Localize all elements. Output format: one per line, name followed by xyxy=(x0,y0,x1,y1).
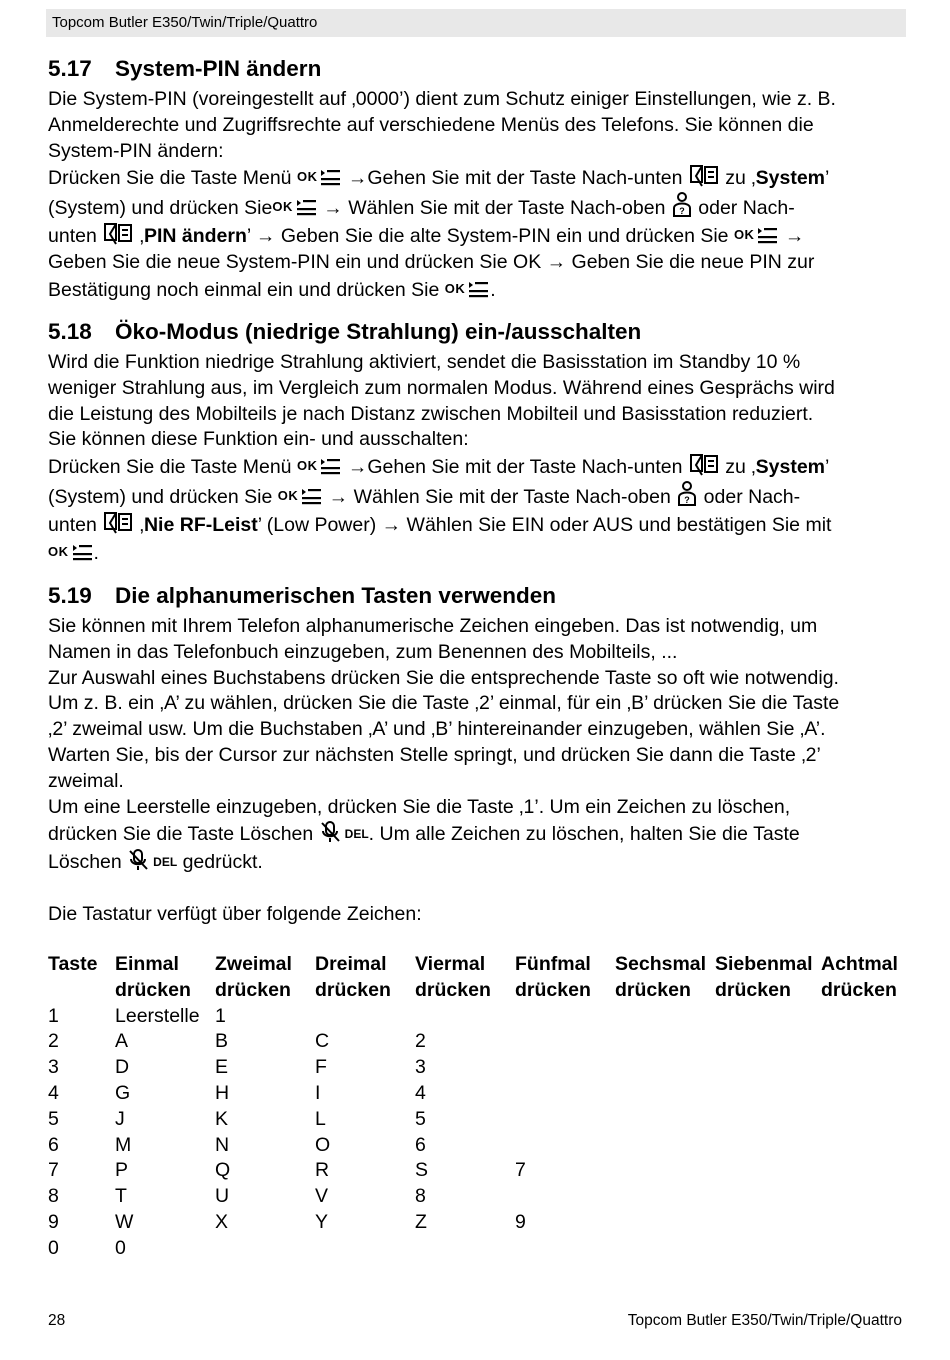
paragraph-line: (System) und drücken Sie OK → Wählen Sie mit der Taste Nach-oben ? oder Nach- xyxy=(48,481,910,511)
table-cell xyxy=(821,1055,911,1081)
column-header-line: Fünfmal xyxy=(515,953,591,975)
paragraph-line: (System) und drücken SieOK → Wählen Sie mit der Taste Nach-oben ? oder Nach- xyxy=(48,192,910,222)
nav-up-icon xyxy=(671,197,693,219)
table-cell: I xyxy=(315,1081,321,1104)
table-row xyxy=(48,1081,911,1107)
table-cell: L xyxy=(315,1107,326,1130)
paragraph-line: ‚2’ zweimal usw. Um die Buchstaben ‚A’ und ‚B’ hintereinander einzugeben, wählen Sie ‚A’. xyxy=(48,718,826,741)
table-cell xyxy=(821,1184,911,1210)
ok-menu-icon xyxy=(278,486,324,508)
page-number: 28 xyxy=(48,1312,66,1329)
table-cell: 6 xyxy=(48,1133,59,1156)
table-cell: 2 xyxy=(415,1030,426,1053)
table-cell xyxy=(515,1184,615,1210)
table-cell xyxy=(315,1004,415,1030)
section-heading: System-PIN ändern xyxy=(115,56,322,81)
paragraph-line: System-PIN ändern: xyxy=(48,139,224,162)
table-cell: 8 xyxy=(48,1185,59,1208)
table-cell xyxy=(821,1029,911,1055)
table-cell: V xyxy=(315,1185,329,1208)
table-cell: B xyxy=(215,1030,229,1053)
table-cell xyxy=(821,1081,911,1107)
table-cell: H xyxy=(215,1081,230,1104)
table-cell: 2 xyxy=(48,1030,59,1053)
column-header xyxy=(215,952,315,1004)
table-cell: J xyxy=(115,1107,125,1130)
paragraph-line: OK . xyxy=(48,541,99,564)
column-header-line xyxy=(48,978,115,1004)
table-cell xyxy=(615,1004,715,1030)
nav-up-icon xyxy=(676,486,698,508)
table-cell xyxy=(615,1236,715,1262)
table-cell: 1 xyxy=(48,1004,59,1027)
table-cell xyxy=(821,1107,911,1133)
column-header-line: drücken xyxy=(615,978,691,1001)
table-cell: E xyxy=(215,1056,229,1079)
table-cell xyxy=(515,1004,615,1030)
paragraph-line: Anmelderechte und Zugriffsrechte auf verschiedene Menüs des Telefons. Sie können die xyxy=(48,113,814,136)
table-cell: 1 xyxy=(215,1004,226,1027)
paragraph-line: zweimal. xyxy=(48,769,124,792)
ok-menu-icon xyxy=(297,456,343,478)
paragraph-line: weniger Strahlung aus, im Vergleich zum normalen Modus. Während eines Gesprächs wird xyxy=(48,376,835,399)
ok-label: OK xyxy=(733,226,755,242)
paragraph-line: Löschen DEL gedrückt. xyxy=(48,851,263,874)
table-cell: 8 xyxy=(415,1185,426,1208)
column-header-line: Taste xyxy=(48,953,98,975)
table-cell: Y xyxy=(315,1210,329,1233)
table-row xyxy=(48,1184,911,1210)
section-5-18 xyxy=(48,318,910,566)
ok-menu-icon xyxy=(48,542,94,564)
running-header xyxy=(46,9,906,37)
table-row xyxy=(48,1055,911,1081)
table-cell: X xyxy=(215,1210,229,1233)
column-header-line: Zweimal xyxy=(215,953,292,975)
table-cell: C xyxy=(315,1030,330,1053)
table-cell xyxy=(715,1133,821,1159)
paragraph-line: unten ‚Nie RF-Leist’ (Low Power) → Wählen Sie EIN oder AUS und bestätigen Sie mit xyxy=(48,513,832,536)
table-cell xyxy=(515,1055,615,1081)
column-header-line: Viermal xyxy=(415,953,486,975)
table-cell: 0 xyxy=(48,1236,59,1259)
column-header-line: drücken xyxy=(715,978,791,1001)
table-cell xyxy=(715,1081,821,1107)
paragraph-line: Um eine Leerstelle einzugeben, drücken Sie die Taste ‚1’. Um ein Zeichen zu löschen, xyxy=(48,795,791,818)
table-cell xyxy=(821,1236,911,1262)
section-number: 5.19 xyxy=(48,583,92,608)
paragraph-line: Wird die Funktion niedrige Strahlung aktiviert, sendet die Basisstation im Standby 10 % xyxy=(48,351,801,373)
mute-del-icon xyxy=(127,851,177,873)
table-cell xyxy=(515,1133,615,1159)
table-cell xyxy=(515,1081,615,1107)
table-cell xyxy=(415,1236,515,1262)
table-cell: D xyxy=(115,1056,130,1079)
table-cell: 5 xyxy=(415,1107,426,1130)
table-cell xyxy=(615,1133,715,1159)
table-cell xyxy=(415,1004,515,1030)
section-title xyxy=(48,55,910,83)
table-cell: Z xyxy=(415,1210,427,1233)
section-number: 5.17 xyxy=(48,56,92,81)
section-title xyxy=(48,318,910,346)
paragraph-line: Bestätigung noch einmal ein und drücken Sie OK . xyxy=(48,278,496,301)
mute-del-icon xyxy=(319,823,369,845)
del-label: DEL xyxy=(153,855,178,870)
table-cell: 7 xyxy=(48,1159,59,1182)
table-cell: S xyxy=(415,1159,429,1182)
table-cell: 9 xyxy=(515,1210,526,1233)
ok-label: OK xyxy=(296,458,318,474)
section-title xyxy=(48,582,910,610)
table-cell xyxy=(615,1029,715,1055)
column-header-line: Sechsmal xyxy=(615,953,707,975)
paragraph-line: unten ‚PIN ändern’ → Geben Sie die alte System-PIN ein und drücken Sie OK → xyxy=(48,224,805,247)
table-cell xyxy=(821,1133,911,1159)
section-heading: Die alphanumerischen Tasten verwenden xyxy=(115,583,556,608)
del-label: DEL xyxy=(344,827,369,842)
table-cell: A xyxy=(115,1030,129,1053)
column-header-line: drücken xyxy=(215,978,291,1001)
table-cell xyxy=(715,1158,821,1184)
table-cell: 7 xyxy=(515,1159,526,1182)
table-cell xyxy=(715,1236,821,1262)
paragraph-line: Die Tastatur verfügt über folgende Zeichen: xyxy=(48,902,422,925)
column-header xyxy=(715,952,821,1004)
column-header xyxy=(821,952,911,1004)
table-cell: O xyxy=(315,1133,331,1156)
table-cell xyxy=(315,1236,415,1262)
column-header-line: Einmal xyxy=(115,953,179,975)
paragraph-line: Um z. B. ein ‚A’ zu wählen, drücken Sie die Taste ‚2’ einmal, für ein ‚B’ drücken Sie die Taste xyxy=(48,692,840,715)
table-row xyxy=(48,1133,911,1159)
paragraph-line: Warten Sie, bis der Cursor zur nächsten Stelle springt, und drücken Sie dann die Taste ‚2’ xyxy=(48,743,821,766)
table-cell: 5 xyxy=(48,1107,59,1130)
ok-menu-icon xyxy=(297,167,343,189)
nav-down-icon xyxy=(688,167,720,189)
table-cell xyxy=(715,1210,821,1236)
table-cell xyxy=(515,1107,615,1133)
ok-menu-icon xyxy=(734,225,780,247)
table-cell xyxy=(615,1055,715,1081)
column-header xyxy=(315,952,415,1004)
paragraph-line: Zur Auswahl eines Buchstabens drücken Sie die entsprechende Taste so oft wie notwendig. xyxy=(48,666,839,689)
column-header-line: Siebenmal xyxy=(715,953,813,975)
paragraph-line: Namen in das Telefonbuch einzugeben, zum Benennen des Mobilteils, ... xyxy=(48,640,678,663)
table-row xyxy=(48,1029,911,1055)
column-header-line: Achtmal xyxy=(821,953,898,975)
column-header-line: drücken xyxy=(415,978,491,1001)
table-cell: G xyxy=(115,1081,131,1104)
paragraph-line: drücken Sie die Taste Löschen DEL. Um alle Zeichen zu löschen, halten Sie die Taste xyxy=(48,823,800,846)
ok-label: OK xyxy=(48,543,69,559)
table-cell xyxy=(615,1081,715,1107)
paragraph-line: Sie können mit Ihrem Telefon alphanumerische Zeichen eingeben. Das ist notwendig, um xyxy=(48,615,818,637)
ok-label: OK xyxy=(272,199,293,215)
paragraph-line: Geben Sie die neue System-PIN ein und drücken Sie OK → Geben Sie die neue PIN zur xyxy=(48,250,815,273)
column-header-line: drücken xyxy=(315,978,391,1001)
ok-menu-icon xyxy=(445,279,491,301)
column-header xyxy=(615,952,715,1004)
table-cell xyxy=(615,1107,715,1133)
nav-down-icon xyxy=(102,514,134,536)
table-cell: R xyxy=(315,1159,330,1182)
paragraph-line: Die System-PIN (voreingestellt auf ‚0000’) dient zum Schutz einiger Einstellungen, wie z. B. xyxy=(48,88,836,110)
table-header-row xyxy=(48,952,911,1004)
table-cell xyxy=(515,1029,615,1055)
ok-label: OK xyxy=(296,169,318,185)
table-cell: 6 xyxy=(415,1133,426,1156)
table-row xyxy=(48,1004,911,1030)
paragraph-line: Drücken Sie die Taste Menü OK →Gehen Sie mit der Taste Nach-unten zu ‚System’ xyxy=(48,456,830,479)
table-cell: P xyxy=(115,1159,129,1182)
header-title: Topcom Butler E350/Twin/Triple/Quattro xyxy=(52,14,318,31)
table-cell xyxy=(715,1055,821,1081)
column-header-line: Dreimal xyxy=(315,953,387,975)
ok-label: OK xyxy=(444,280,466,296)
section-heading: Öko-Modus (niedrige Strahlung) ein-/ausschalten xyxy=(115,319,642,344)
column-header xyxy=(115,952,215,1004)
table-cell xyxy=(715,1184,821,1210)
table-cell xyxy=(615,1184,715,1210)
section-number: 5.18 xyxy=(48,319,92,344)
ok-label: OK xyxy=(277,487,299,503)
table-cell: 4 xyxy=(48,1081,59,1104)
column-header xyxy=(515,952,615,1004)
nav-down-icon xyxy=(688,456,720,478)
section-5-19 xyxy=(48,582,910,928)
column-header xyxy=(48,952,115,1004)
paragraph-line: Sie können diese Funktion ein- und ausschalten: xyxy=(48,428,469,451)
table-cell: 0 xyxy=(115,1236,126,1259)
table-cell: 4 xyxy=(415,1081,426,1104)
table-row xyxy=(48,1236,911,1262)
paragraph-line: Drücken Sie die Taste Menü OK →Gehen Sie mit der Taste Nach-unten zu ‚System’ xyxy=(48,167,830,190)
table-row xyxy=(48,1107,911,1133)
table-cell: 9 xyxy=(48,1210,59,1233)
section-5-17 xyxy=(48,55,910,303)
svg-text:?: ? xyxy=(679,206,685,217)
paragraph-line: die Leistung des Mobilteils je nach Distanz zwischen Mobilteil und Basisstation reduziert. xyxy=(48,402,814,425)
table-cell xyxy=(615,1158,715,1184)
footer-title: Topcom Butler E350/Twin/Triple/Quattro xyxy=(627,1312,902,1329)
table-cell xyxy=(715,1107,821,1133)
table-cell: U xyxy=(215,1185,230,1208)
table-cell xyxy=(615,1210,715,1236)
keys-table xyxy=(48,952,911,1262)
nav-down-icon xyxy=(102,225,134,247)
table-cell xyxy=(515,1236,615,1262)
table-cell: K xyxy=(215,1107,229,1130)
table-cell: Q xyxy=(215,1159,231,1182)
table-cell xyxy=(821,1210,911,1236)
table-cell xyxy=(821,1158,911,1184)
table-cell: M xyxy=(115,1133,132,1156)
column-header-line: drücken xyxy=(115,978,191,1001)
column-header-line: drücken xyxy=(821,978,897,1001)
table-cell: F xyxy=(315,1056,327,1079)
svg-text:?: ? xyxy=(684,494,690,505)
ok-menu-icon xyxy=(272,197,318,219)
table-cell: T xyxy=(115,1185,127,1208)
column-header-line: drücken xyxy=(515,978,591,1001)
table-cell xyxy=(215,1236,315,1262)
table-cell: W xyxy=(115,1210,134,1233)
table-cell xyxy=(715,1029,821,1055)
table-body xyxy=(48,1004,911,1262)
table-row xyxy=(48,1210,911,1236)
table-cell: 3 xyxy=(415,1056,426,1079)
table-cell xyxy=(821,1004,911,1030)
table-cell: N xyxy=(215,1133,230,1156)
paragraph-blank xyxy=(48,876,910,902)
table-cell: 3 xyxy=(48,1056,59,1079)
table-cell xyxy=(715,1004,821,1030)
column-header xyxy=(415,952,515,1004)
table-cell: Leerstelle xyxy=(115,1004,200,1027)
table-row xyxy=(48,1158,911,1184)
